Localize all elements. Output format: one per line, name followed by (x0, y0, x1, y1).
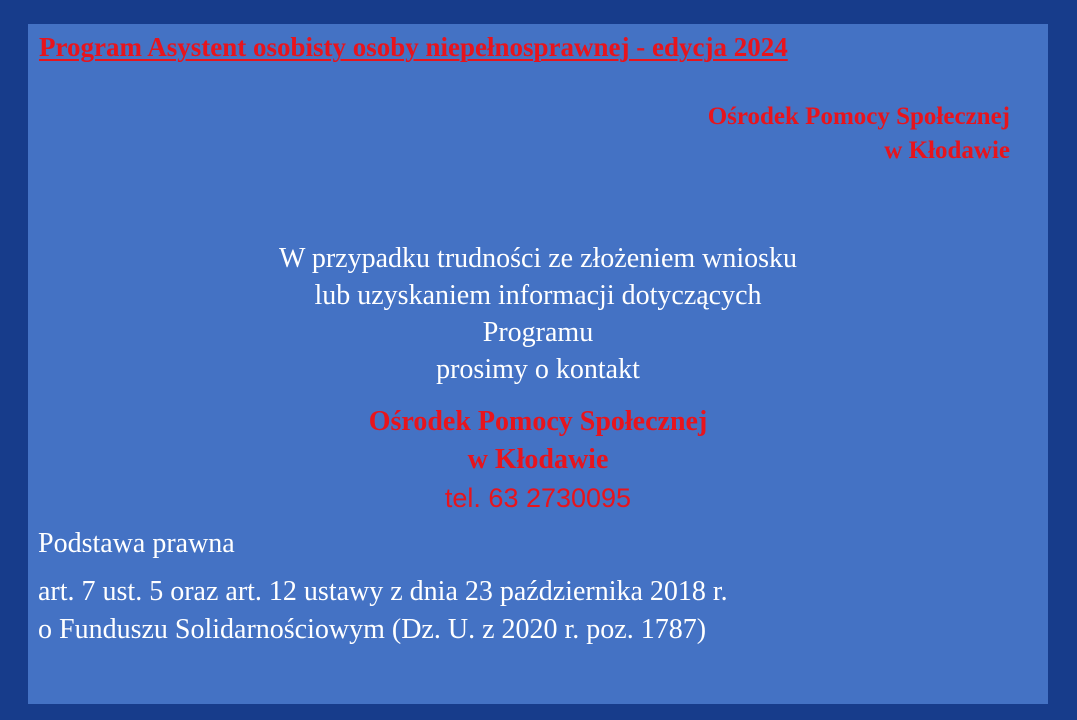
info-line: Programu (482, 317, 594, 348)
info-message (28, 240, 1048, 388)
organization-name: Ośrodek Pomocy Społecznej (707, 103, 1010, 130)
page-title: Program Asystent osobisty osoby niepełnosprawnej - edycja 2024 (39, 32, 788, 62)
organization-header (708, 100, 1010, 168)
contact-phone: tel. 63 2730095 (444, 483, 632, 513)
contact-organization-name: Ośrodek Pomocy Społecznej (368, 406, 708, 437)
contact-block (28, 403, 1048, 517)
legal-basis-text (38, 573, 728, 649)
content-panel (28, 24, 1048, 704)
info-line: prosimy o kontakt (436, 354, 640, 385)
legal-basis-heading: Podstawa prawna (38, 528, 235, 559)
info-line: lub uzyskaniem informacji dotyczących (314, 280, 762, 311)
contact-organization-location: w Kłodawie (467, 444, 609, 475)
organization-location: w Kłodawie (884, 137, 1010, 164)
legal-basis-line: art. 7 ust. 5 oraz art. 12 ustawy z dnia 23 października 2018 r. (38, 576, 728, 607)
legal-basis-line: o Funduszu Solidarnościowym (Dz. U. z 2020 r. poz. 1787) (38, 614, 707, 645)
info-line: W przypadku trudności ze złożeniem wniosku (278, 243, 798, 274)
